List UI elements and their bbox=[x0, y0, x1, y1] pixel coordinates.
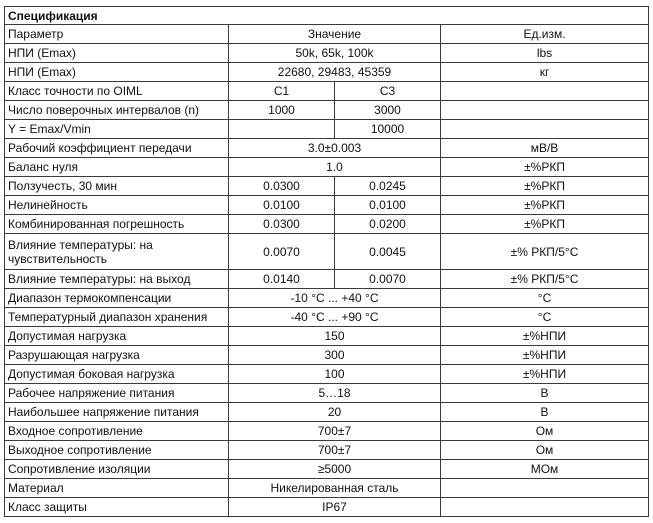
row-value: Никелированная сталь bbox=[229, 479, 441, 498]
header-param: Параметр bbox=[5, 25, 229, 44]
row-param: Число поверочных интервалов (n) bbox=[5, 101, 229, 120]
row-value: 700±7 bbox=[229, 441, 441, 460]
row-value-c1 bbox=[229, 120, 335, 139]
row-unit: °C bbox=[441, 289, 649, 308]
row-unit bbox=[441, 479, 649, 498]
table-row bbox=[5, 403, 649, 422]
row-param: Влияние температуры: на чувствительность bbox=[5, 234, 229, 270]
row-unit: Ом bbox=[441, 422, 649, 441]
row-unit: ±%РКП bbox=[441, 158, 649, 177]
row-unit bbox=[441, 498, 649, 517]
row-value: 22680, 29483, 45359 bbox=[229, 63, 441, 82]
row-value: 150 bbox=[229, 327, 441, 346]
row-param: Y = Emax/Vmin bbox=[5, 120, 229, 139]
row-param: Допустимая нагрузка bbox=[5, 327, 229, 346]
row-param: Диапазон термокомпенсации bbox=[5, 289, 229, 308]
row-param: Наибольшее напряжение питания bbox=[5, 403, 229, 422]
row-param: НПИ (Emax) bbox=[5, 63, 229, 82]
row-unit: °C bbox=[441, 308, 649, 327]
row-value-c1: 0.0300 bbox=[229, 215, 335, 234]
row-unit bbox=[441, 120, 649, 139]
row-value-c1: 1000 bbox=[229, 101, 335, 120]
table-row bbox=[5, 44, 649, 63]
row-unit: ±% РКП/5°С bbox=[441, 234, 649, 270]
row-param: Баланс нуля bbox=[5, 158, 229, 177]
row-param: Входное сопротивление bbox=[5, 422, 229, 441]
table-row bbox=[5, 498, 649, 517]
table-row bbox=[5, 63, 649, 82]
table-row bbox=[5, 308, 649, 327]
row-param: Ползучесть, 30 мин bbox=[5, 177, 229, 196]
row-value: 5…18 bbox=[229, 384, 441, 403]
row-param: Рабочий коэффициент передачи bbox=[5, 139, 229, 158]
row-unit: ±%РКП bbox=[441, 196, 649, 215]
row-param: Влияние температуры: на выход bbox=[5, 270, 229, 289]
row-param: Класс точности по OIML bbox=[5, 82, 229, 101]
row-param: Температурный диапазон хранения bbox=[5, 308, 229, 327]
row-value: 100 bbox=[229, 365, 441, 384]
row-value-c1: 0.0100 bbox=[229, 196, 335, 215]
table-row bbox=[5, 158, 649, 177]
row-unit bbox=[441, 82, 649, 101]
table-title-row bbox=[5, 7, 649, 25]
row-unit: Ом bbox=[441, 441, 649, 460]
table-row bbox=[5, 177, 649, 196]
table-row bbox=[5, 479, 649, 498]
table-row bbox=[5, 82, 649, 101]
row-value: ≥5000 bbox=[229, 460, 441, 479]
row-unit: ±%РКП bbox=[441, 177, 649, 196]
table-row bbox=[5, 441, 649, 460]
table-row bbox=[5, 365, 649, 384]
row-param: НПИ (Emax) bbox=[5, 44, 229, 63]
table-row bbox=[5, 196, 649, 215]
row-value: 50k, 65k, 100k bbox=[229, 44, 441, 63]
header-row bbox=[5, 25, 649, 44]
row-value: 20 bbox=[229, 403, 441, 422]
row-value-c1: C1 bbox=[229, 82, 335, 101]
row-unit: мВ/В bbox=[441, 139, 649, 158]
row-value: 300 bbox=[229, 346, 441, 365]
row-param: Допустимая боковая нагрузка bbox=[5, 365, 229, 384]
table-row bbox=[5, 234, 649, 270]
row-value-c3: 3000 bbox=[335, 101, 441, 120]
row-unit: lbs bbox=[441, 44, 649, 63]
row-value-c3: 0.0045 bbox=[335, 234, 441, 270]
row-value: IP67 bbox=[229, 498, 441, 517]
table-row bbox=[5, 215, 649, 234]
row-param: Выходное сопротивление bbox=[5, 441, 229, 460]
row-param: Материал bbox=[5, 479, 229, 498]
row-value: -10 °C ... +40 °C bbox=[229, 289, 441, 308]
header-unit: Ед.изм. bbox=[441, 25, 649, 44]
row-value-c1: 0.0070 bbox=[229, 234, 335, 270]
table-row bbox=[5, 289, 649, 308]
table-row bbox=[5, 346, 649, 365]
table-row bbox=[5, 139, 649, 158]
row-param: Разрушающая нагрузка bbox=[5, 346, 229, 365]
row-value-c3: 0.0200 bbox=[335, 215, 441, 234]
row-unit: ±%НПИ bbox=[441, 346, 649, 365]
table-title: Спецификация bbox=[5, 7, 649, 25]
table-row bbox=[5, 120, 649, 139]
row-value-c3: 0.0245 bbox=[335, 177, 441, 196]
row-unit: ±%НПИ bbox=[441, 327, 649, 346]
row-value: 1.0 bbox=[229, 158, 441, 177]
row-unit: ±%РКП bbox=[441, 215, 649, 234]
table-row bbox=[5, 327, 649, 346]
row-unit: МОм bbox=[441, 460, 649, 479]
row-value: 3.0±0.003 bbox=[229, 139, 441, 158]
row-param: Класс защиты bbox=[5, 498, 229, 517]
row-unit bbox=[441, 101, 649, 120]
row-param: Нелинейность bbox=[5, 196, 229, 215]
row-value: 700±7 bbox=[229, 422, 441, 441]
row-unit: В bbox=[441, 384, 649, 403]
table-row bbox=[5, 384, 649, 403]
specification-table bbox=[4, 6, 649, 517]
header-value: Значение bbox=[229, 25, 441, 44]
row-unit: ±% РКП/5°С bbox=[441, 270, 649, 289]
row-value-c1: 0.0140 bbox=[229, 270, 335, 289]
row-unit: В bbox=[441, 403, 649, 422]
row-unit: ±%НПИ bbox=[441, 365, 649, 384]
row-value: -40 °C ... +90 °C bbox=[229, 308, 441, 327]
table-row bbox=[5, 101, 649, 120]
row-unit: кг bbox=[441, 63, 649, 82]
table-row bbox=[5, 422, 649, 441]
row-param: Рабочее напряжение питания bbox=[5, 384, 229, 403]
row-param: Комбинированная погрешность bbox=[5, 215, 229, 234]
row-value-c3: C3 bbox=[335, 82, 441, 101]
table-row bbox=[5, 460, 649, 479]
row-value-c3: 0.0100 bbox=[335, 196, 441, 215]
row-value-c3: 0.0070 bbox=[335, 270, 441, 289]
row-param: Сопротивление изоляции bbox=[5, 460, 229, 479]
row-value-c3: 10000 bbox=[335, 120, 441, 139]
row-value-c1: 0.0300 bbox=[229, 177, 335, 196]
table-row bbox=[5, 270, 649, 289]
